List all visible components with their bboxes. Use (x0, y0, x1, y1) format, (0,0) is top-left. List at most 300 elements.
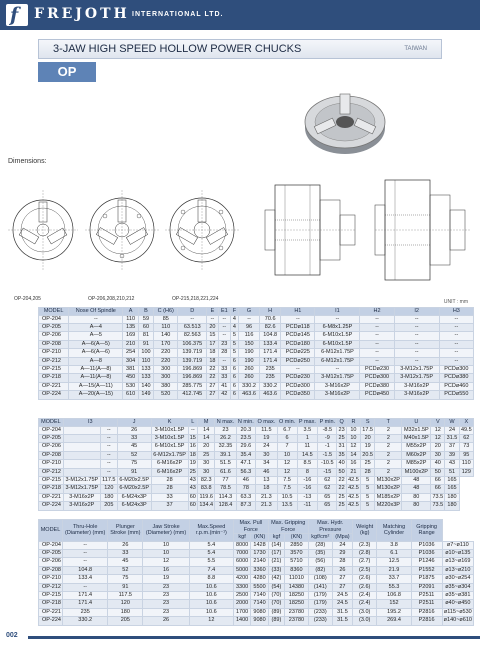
table1-cell: -- (439, 340, 473, 348)
table2-cell: M85x2P (402, 460, 431, 468)
table3-cell: 8.8 (189, 575, 233, 583)
table1-row (39, 365, 474, 373)
table3-row (39, 549, 474, 557)
table1-cell: 139.719 (178, 357, 207, 365)
table2-cell: 22 (338, 476, 345, 483)
table1-cell: PCDø380 (360, 382, 394, 390)
table2-header: M (198, 419, 215, 427)
table1-cell: 235 (260, 365, 281, 373)
table1-cell: -- (218, 315, 230, 323)
table3-cell: P1036 (411, 541, 442, 549)
table2-header: I3 (63, 419, 117, 427)
table1-cell: A—11(A—8) (69, 374, 123, 382)
table2-cell: 6-M16x2P (151, 460, 188, 468)
table3-cell: OP-218 (39, 600, 63, 608)
table1-cell: 63.513 (178, 323, 207, 331)
table2-cell: 13 (256, 476, 277, 484)
table2-row (39, 493, 474, 501)
table3-cell: 23 (143, 591, 190, 599)
table1-cell: 133 (138, 365, 153, 373)
table3-cell: 2500 (233, 591, 250, 599)
table2-cell: OP-221 (39, 493, 64, 501)
table3-cell: P2816 (411, 608, 442, 616)
drawing-front-op206 (85, 170, 160, 280)
table1-cell: OP-212 (39, 357, 69, 365)
table3-cell: 5000 (233, 566, 250, 574)
table3-cell: 171.4 (62, 591, 107, 599)
table2-cell: 19 (361, 443, 375, 451)
table2-cell: 28 (151, 485, 188, 493)
table3-cell: (2.4) (352, 591, 377, 599)
table2-cell: M220x3P (376, 502, 400, 509)
table3-cell: 26 (332, 566, 352, 574)
table1-cell: 171.4 (260, 357, 281, 365)
table3-cell: 3570 (285, 549, 309, 557)
table1-header: F (230, 308, 238, 316)
table1-cell: OP-205 (39, 323, 69, 331)
table3-cell: 235 (62, 608, 107, 616)
table2-cell: 83.8 (198, 485, 215, 493)
table2-cell: OP-224 (39, 502, 64, 510)
table3-cell: OP-212 (39, 583, 63, 591)
table3-cell: 7000 (233, 549, 250, 557)
table2-cell: 10.5 (277, 493, 297, 501)
table1-cell: 104.8 (260, 332, 281, 340)
table2-cell: 110 (459, 460, 473, 468)
table2-cell: 25 (189, 468, 196, 475)
table3-cell: 31.5 (332, 608, 352, 616)
table1-cell: 330.2 (238, 382, 259, 390)
table1-cell: 70.6 (260, 315, 281, 323)
table3-cell: -- (62, 541, 107, 549)
table1-cell: 110 (138, 357, 153, 365)
table2-cell: 56.3 (236, 468, 256, 476)
table1-cell: OP-206 (39, 332, 69, 340)
table3-header: Thru-Hole (Diameter) (mm) (62, 520, 107, 542)
table3-cell: OP-208 (39, 566, 63, 574)
table2-cell: 60 (189, 493, 196, 500)
table3-cell: 4200 (233, 575, 250, 583)
table3-cell: 23 (143, 608, 190, 616)
table2-cell: 1 (297, 434, 318, 442)
table3-unit-header: (Mpa) (332, 534, 352, 542)
table2-cell: 22 (338, 485, 345, 492)
table1-cell: 27 (207, 391, 218, 399)
table2-header: U (402, 419, 431, 427)
table2-cell: 25 (338, 434, 345, 441)
table1-row (39, 340, 474, 348)
table3-cell: 27 (332, 575, 352, 583)
table2-cell: 30 (198, 468, 215, 476)
table1-cell: A—5 (69, 332, 123, 340)
table1-cell: -- (281, 315, 315, 323)
table1-cell: 6-M10x1.5P (315, 332, 360, 340)
table1-cell: 260 (238, 374, 259, 382)
table3-cell: (3.0) (352, 608, 377, 616)
table1-row (39, 323, 474, 331)
table2-cell: 6-M24x3P (117, 502, 151, 510)
table1-cell: 6 (230, 357, 238, 365)
table2-cell: -- (100, 443, 117, 451)
table1-cell: PCDø350 (281, 391, 315, 399)
table3-cell: 10.6 (189, 608, 233, 616)
table1-cell: 59 (138, 315, 153, 323)
drawing-side-section-2 (365, 170, 475, 290)
table1-cell: 6 (230, 374, 238, 382)
table2-cell: 6.7 (277, 426, 297, 434)
table2-cell: 8 (297, 468, 318, 476)
table1-cell: 28 (218, 349, 230, 357)
table3-cell: 16 (143, 566, 190, 574)
table1-cell: 6 (230, 382, 238, 390)
table3-row (39, 583, 474, 591)
table2-header: N min. (237, 419, 254, 425)
table3-cell: (70) (268, 600, 284, 608)
table2-header: J (117, 419, 151, 427)
table1-cell: -- (360, 349, 394, 357)
table2-cell: 20 (431, 443, 445, 451)
table1-cell: OP-215 (39, 365, 69, 373)
table2-cell: 73.5 (432, 493, 444, 500)
table3-cell: 52 (108, 566, 143, 574)
table1-cell: 149 (138, 391, 153, 399)
table2-cell: 25 (198, 451, 215, 459)
table3-cell: 205 (108, 617, 143, 625)
table2-cell (63, 426, 100, 434)
table1-cell: 116 (238, 332, 259, 340)
table2-cell: -8.5 (318, 426, 337, 434)
table3-cell: 6.1 (377, 549, 411, 557)
table2-header: S (361, 419, 375, 427)
table2-cell (63, 451, 100, 459)
table2-cell: 39.1 (215, 451, 236, 459)
table3-cell: 171.4 (62, 600, 107, 608)
table3-cell: 10.6 (189, 583, 233, 591)
table3-cell: ø115~ø530 (443, 608, 472, 615)
table1-header: A (123, 308, 138, 316)
table2-cell (63, 443, 100, 451)
unit-label: UNIT : mm (443, 299, 468, 305)
table2-cell: OP-210 (39, 460, 64, 468)
table3-cell: ø10~ø135 (442, 549, 473, 557)
table1-cell: -- (360, 315, 394, 323)
table1-cell: OP-208 (39, 340, 69, 348)
table2-cell (63, 434, 100, 442)
table1-cell: 133 (138, 374, 153, 382)
table2-cell: 95 (459, 451, 473, 459)
table3-cell: P2511 (411, 591, 442, 599)
table3-cell: (233) (308, 608, 332, 616)
table2-cell: 73.5 (432, 502, 444, 509)
table1-cell: -- (394, 323, 439, 331)
table2-cell: 26 (117, 426, 151, 434)
table3-cell: (35) (308, 549, 332, 557)
table2-cell: -1 (318, 443, 337, 451)
table1-cell: 6-M8x1.25P (315, 323, 360, 331)
table3-cell: 10.6 (189, 591, 233, 599)
table2-cell: M185x2P (376, 493, 400, 500)
table3-cell: 23 (143, 600, 190, 608)
drawing-caption-2: OP-206,208,210,212 (88, 296, 135, 302)
table2-cell: 14 (198, 434, 215, 442)
table1-cell: -- (360, 323, 394, 331)
table2-cell: 80 (402, 493, 431, 501)
table2-cell: 62 (318, 485, 337, 493)
table1-cell: -- (281, 365, 315, 373)
table1-cell: -- (218, 357, 230, 365)
table2-cell: 10 (346, 426, 360, 434)
table1-cell: 170 (154, 340, 178, 348)
table2-cell: 46 (256, 468, 277, 476)
table1-cell: PCDø300 (439, 365, 473, 373)
table1-cell: 33 (218, 374, 230, 382)
table3-cell: (89) (268, 608, 284, 616)
table2-cell: 28 (361, 468, 375, 476)
table2-cell: -- (100, 451, 117, 459)
table3-cell: 5.4 (189, 549, 233, 557)
table3-cell: (42) (268, 575, 284, 583)
table2-cell: 39 (445, 451, 459, 459)
table2-cell: OP-215 (39, 476, 64, 484)
table2-cell: 28 (151, 476, 188, 484)
table3-cell: 2140 (251, 558, 268, 566)
table2-cell (63, 468, 100, 476)
table2-cell: 65 (318, 493, 337, 501)
table3-cell: (70) (268, 591, 284, 599)
table3-cell: 5.5 (189, 558, 233, 566)
table3-header: Max. Hydr. Pressure (308, 520, 352, 534)
table1-cell: 5 (230, 349, 238, 357)
table2-cell: 31 (338, 443, 345, 450)
table2-cell: 6-M16x2P (151, 468, 188, 476)
table2-cell: 82.3 (198, 476, 215, 484)
table2-cell: 7.5 (277, 476, 297, 484)
table2-header: N max. (216, 419, 235, 425)
table3-cell: P1552 (411, 566, 442, 574)
chuck-photo (300, 80, 390, 160)
table2-cell: M55x2P (402, 443, 431, 451)
table1-cell: PCDø230 (281, 374, 315, 382)
table2-cell: 37 (445, 443, 459, 451)
table1-cell: PCDø145 (281, 332, 315, 340)
table2-cell: 42.5 (348, 485, 359, 492)
table3-cell: 31.5 (332, 617, 352, 625)
table2-cell: 6-M24x3P (117, 493, 151, 501)
table2-cell: 10 (277, 451, 297, 459)
table2-header: T (375, 419, 402, 427)
table2-cell: 6 (277, 434, 297, 442)
table2-cell: 5 (361, 476, 375, 484)
table2-cell: 120 (100, 485, 117, 493)
table3-cell: P2511 (411, 600, 442, 608)
table3-header: Plunger Stroke (mm) (108, 520, 143, 542)
table2-header: O min. (278, 419, 296, 425)
table3-cell: ø35~ø304 (442, 583, 473, 591)
table1-cell: 22 (207, 374, 218, 382)
page-title: 3-JAW HIGH SPEED HOLLOW POWER CHUCKS (53, 43, 302, 55)
table3-cell: 45 (108, 558, 143, 566)
table3-header: MODEL (39, 520, 63, 542)
table2-cell: 117.5 (102, 476, 116, 483)
table3-cell: 5500 (251, 583, 268, 591)
table1-cell: 60 (138, 323, 153, 331)
table1-header: H (260, 308, 281, 316)
table1-cell: PCDø180 (281, 340, 315, 348)
table2-header: K (151, 419, 188, 427)
table3-cell: 18250 (285, 591, 309, 599)
table2-cell: 35 (338, 451, 345, 458)
table1-row (39, 332, 474, 340)
table3-cell: 33.7 (377, 575, 411, 583)
table3-cell: 2850 (285, 541, 309, 549)
table1-cell: 220 (154, 357, 178, 365)
table3-cell: 91 (108, 583, 143, 591)
table1-header: D (178, 308, 207, 316)
table3-cell: 19 (143, 575, 190, 583)
table2-cell: 6-M12x1.75P (151, 451, 188, 459)
table2-cell: 7.5 (277, 485, 297, 493)
table1-header: I1 (315, 308, 360, 316)
table2-cell: OP-205 (39, 434, 64, 442)
table1-cell: A—4 (69, 323, 123, 331)
table2-header: R (346, 419, 360, 427)
table2-cell: 13.5 (277, 502, 297, 510)
table3-cell: 23 (143, 583, 190, 591)
table1-header: E (207, 308, 218, 316)
table3-cell: P2816 (411, 617, 442, 625)
title-bar (38, 39, 442, 59)
table3-cell: ø13~ø169 (442, 558, 473, 566)
table3-cell: 12 (143, 558, 190, 566)
table3-cell: (2.6) (352, 583, 377, 591)
table2-cell: 23.5 (236, 434, 256, 442)
table2-cell: 134.4 (199, 502, 214, 509)
table2-cell: 12 (346, 443, 360, 451)
table1-cell: PCDø380 (439, 374, 473, 382)
table1-cell: PCDø460 (439, 382, 473, 390)
table3-cell: (2.8) (352, 549, 377, 557)
table2-cell: 12 (431, 426, 445, 434)
table2-row (39, 426, 474, 434)
table2-row (39, 434, 474, 442)
table2-cell: 21 (346, 468, 360, 476)
table1-cell: 6-M12x1.75P (315, 349, 360, 357)
table1-cell: 210 (123, 340, 138, 348)
table3-cell: ø140~ø610 (443, 617, 472, 624)
table1-cell: 610 (123, 391, 138, 399)
table2-row (39, 476, 474, 484)
table3-cell: -- (62, 583, 107, 591)
table1-cell: 110 (154, 323, 178, 331)
table1-row (39, 349, 474, 357)
table2-cell: 12 (431, 434, 445, 442)
table3-cell: 2000 (233, 600, 250, 608)
table3-row (39, 608, 474, 616)
table2-cell: M32x1.5P (403, 426, 429, 433)
table2-cell: 5 (361, 502, 375, 510)
table2-cell: 12 (277, 468, 297, 476)
table3-cell: 120 (108, 600, 143, 608)
table2-header: X (459, 419, 473, 427)
table2-cell: 3-M12x1.75P (63, 485, 100, 493)
table3-cell: ø7~ø110 (442, 541, 473, 549)
table3-cell: 7140 (251, 591, 268, 599)
table1-row (39, 357, 474, 365)
table2-cell: 80 (402, 502, 431, 510)
table1-row (39, 391, 474, 399)
table2-cell: 20 (198, 443, 215, 451)
table1-cell: 190 (238, 349, 259, 357)
table2-cell: M130x2P (376, 476, 400, 483)
table1-header: C (H6) (154, 308, 178, 316)
table1-cell: 27 (207, 382, 218, 390)
table2-header: Q (337, 419, 346, 427)
table1-cell: 285.775 (178, 382, 207, 390)
table3-cell: (89) (268, 617, 284, 625)
table2-header: V (431, 419, 445, 427)
table2-cell: 33 (117, 434, 151, 442)
table2-cell: -- (100, 426, 117, 434)
table2-cell: 180 (100, 493, 117, 501)
table1-cell: -- (238, 315, 259, 323)
table1-header: H3 (439, 308, 473, 316)
table1-cell: 412.745 (178, 391, 207, 399)
table3-cell: ø35~ø381 (442, 591, 473, 599)
table1-cell: -- (69, 315, 123, 323)
table1-cell: 6-M10x1.5P (315, 340, 360, 348)
table3-cell: (14) (268, 541, 284, 549)
table1-cell: 330.2 (260, 382, 281, 390)
table1-cell: -- (218, 323, 230, 331)
table1-cell: 41 (218, 382, 230, 390)
table3-header: Max. Gripping Force (268, 520, 308, 534)
table2-row (39, 502, 474, 510)
table3-cell: 26 (108, 541, 143, 549)
table3-cell: (2.7) (352, 558, 377, 566)
table1-cell: 20 (207, 323, 218, 331)
table1-cell: 17 (207, 340, 218, 348)
table1-cell: 463.6 (260, 391, 281, 399)
table3-row (39, 575, 474, 583)
table3-cell: (82) (308, 566, 332, 574)
table2-cell: 11 (297, 443, 318, 451)
table2-cell: 32.35 (215, 443, 236, 451)
table3-cell: 1700 (233, 608, 250, 616)
spec-table-1 (38, 307, 474, 400)
table2-cell: OP-212 (39, 468, 64, 476)
table1-cell: 4 (230, 323, 238, 331)
table1-cell: 235 (260, 374, 281, 382)
table1-row (39, 382, 474, 390)
table1-cell: 530 (123, 382, 138, 390)
table3-cell: (2.6) (352, 575, 377, 583)
table3-cell: 12.5 (377, 558, 411, 566)
table3-cell: 27 (332, 583, 352, 591)
table2-cell: 60 (189, 502, 196, 509)
table3-cell: 8000 (233, 541, 250, 549)
table3-cell: ø40~ø450 (442, 600, 473, 608)
table3-cell: 3.8 (377, 541, 411, 549)
table3-unit-header: kgf (233, 534, 250, 542)
table1-cell: OP-218 (39, 374, 69, 382)
table2-cell: 78.5 (215, 485, 236, 493)
table3-cell: (2.5) (352, 566, 377, 574)
table1-cell: PCDø450 (360, 391, 394, 399)
table2-cell: -- (100, 460, 117, 468)
table2-cell: 66 (431, 485, 445, 493)
drawing-side-section-1 (245, 170, 365, 290)
table2-cell: -1.5 (318, 451, 337, 459)
